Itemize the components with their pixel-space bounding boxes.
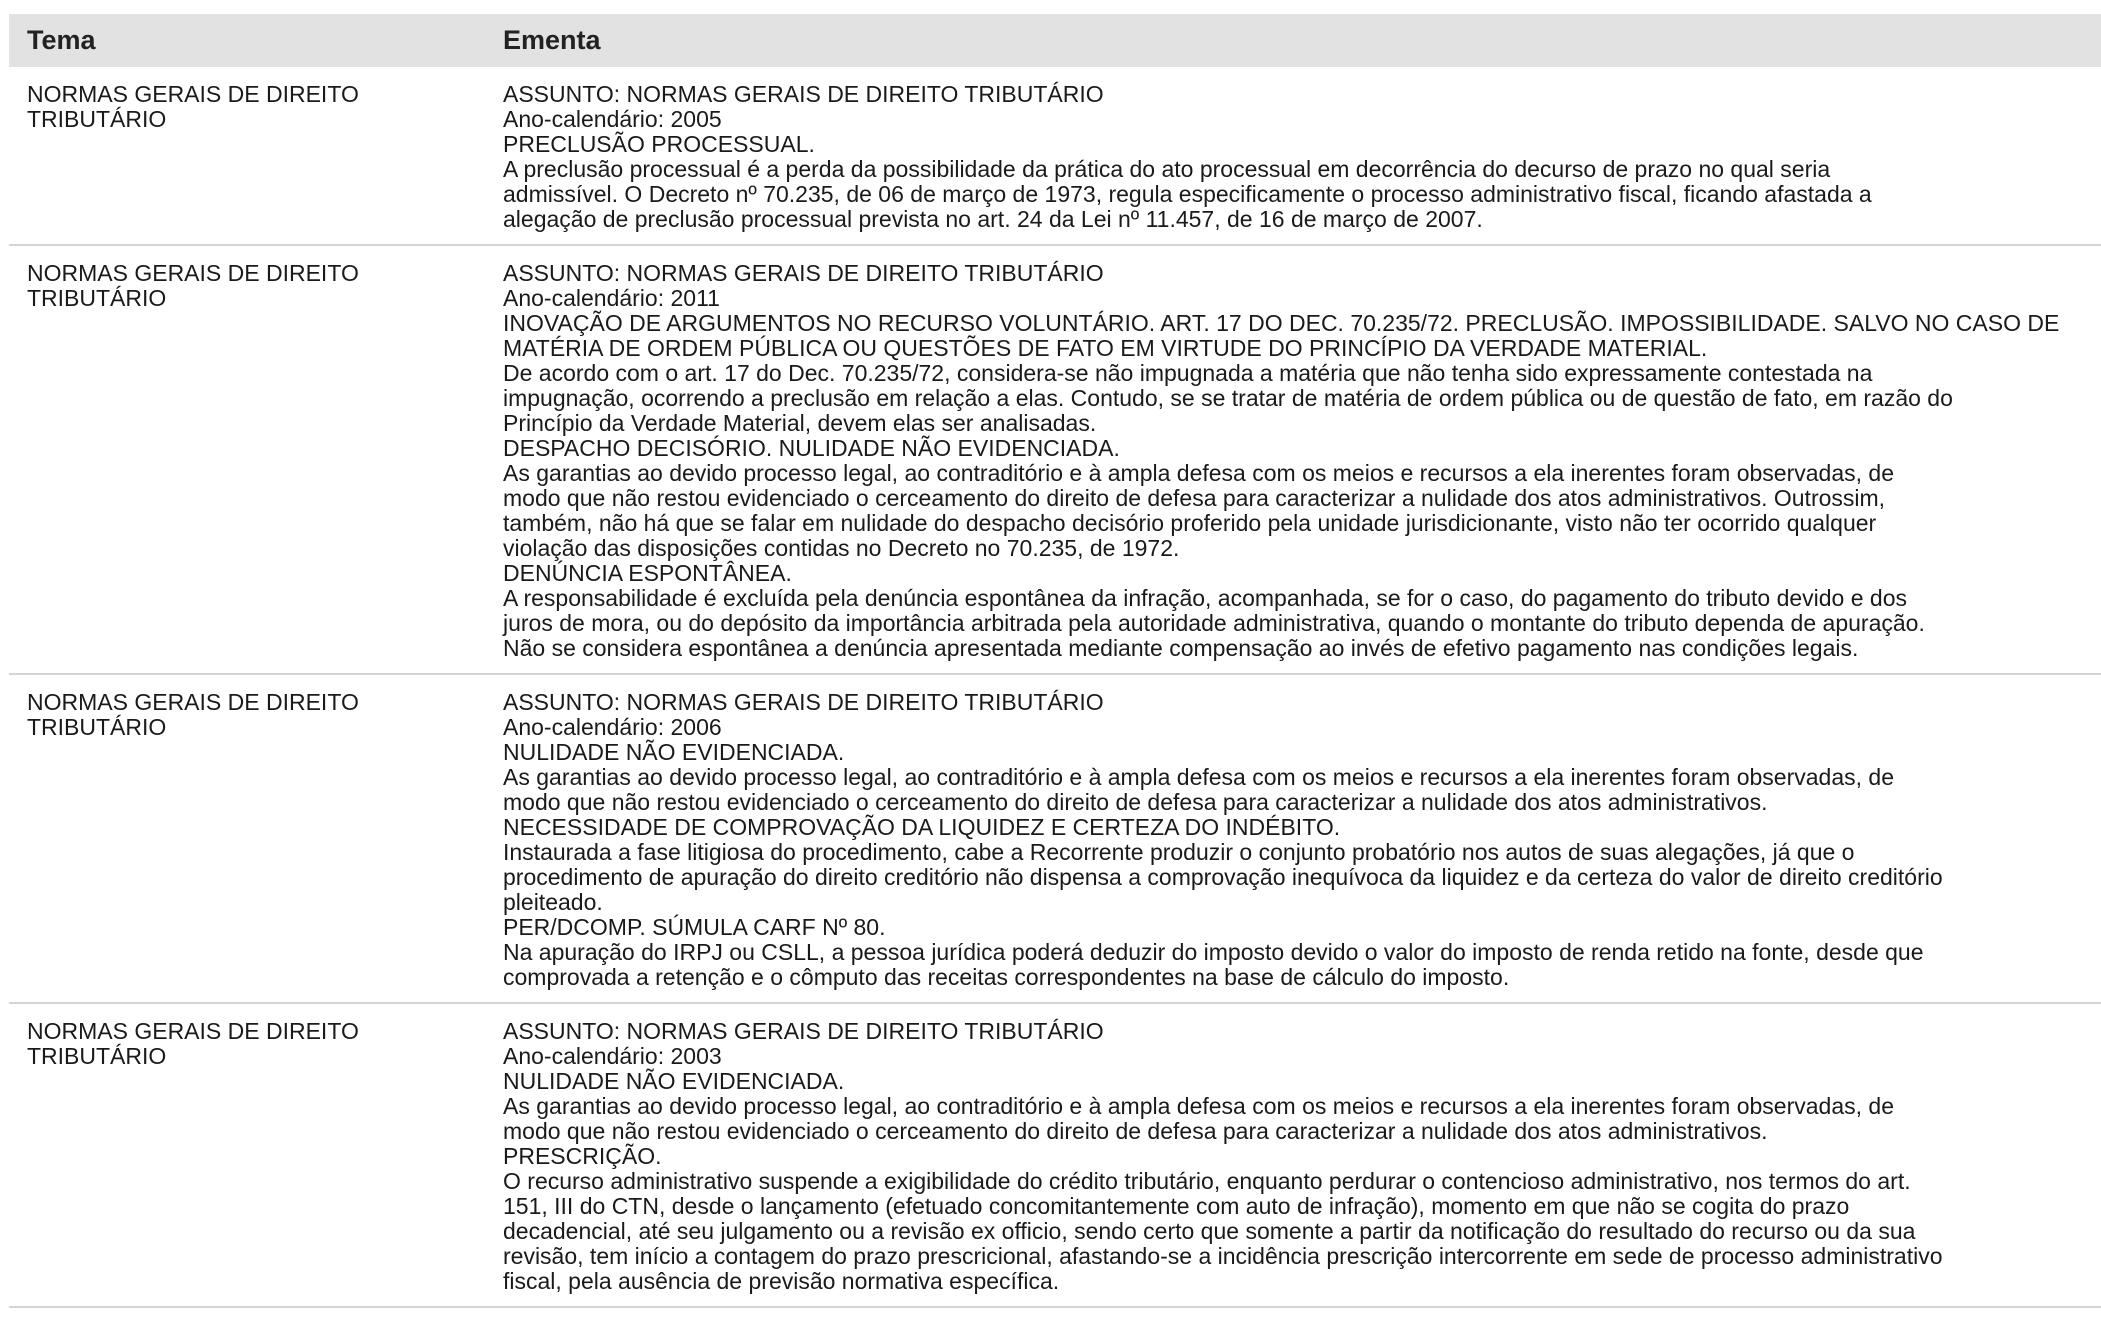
ementa-cell: [503, 82, 2101, 232]
ementa-line: INOVAÇÃO DE ARGUMENTOS NO RECURSO VOLUNTÁRIO. ART. 17 DO DEC. 70.235/72. PRECLUSÃO. IMPOSSIBILIDADE. SALVO NO CASO DE: [503, 310, 2060, 336]
ementa-line: juros de mora, ou do depósito da importância arbitrada pela autoridade administrativa, quando o montante do tributo dependa de apuração.: [503, 610, 1925, 636]
ementa-line: comprovada a retenção e o cômputo das receitas correspondentes na base de cálculo do imposto.: [503, 964, 1510, 990]
ementa-line: Ano-calendário: 2011: [503, 285, 720, 311]
tema-cell: [9, 261, 503, 661]
ementa-line: De acordo com o art. 17 do Dec. 70.235/72, considera-se não impugnada a matéria que não tenha sido expressamente contestada na: [503, 360, 1873, 386]
decisions-table: [9, 14, 2101, 1308]
ementa-line: As garantias ao devido processo legal, ao contraditório e à ampla defesa com os meios e recursos a ela inerentes foram observadas, de: [503, 460, 1894, 486]
ementa-line: DESPACHO DECISÓRIO. NULIDADE NÃO EVIDENCIADA.: [503, 435, 1120, 461]
ementa-line: As garantias ao devido processo legal, ao contraditório e à ampla defesa com os meios e recursos a ela inerentes foram observadas, de: [503, 1093, 1894, 1119]
table-row[interactable]: [9, 67, 2101, 246]
tema-cell: [9, 690, 503, 990]
tema-text: NORMAS GERAIS DE DIREITO: [27, 260, 359, 286]
tema-text: TRIBUTÁRIO: [27, 1043, 167, 1069]
ementa-cell: [503, 261, 2101, 661]
ementa-line: ASSUNTO: NORMAS GERAIS DE DIREITO TRIBUTÁRIO: [503, 81, 1104, 107]
ementa-line: modo que não restou evidenciado o cerceamento do direito de defesa para caracterizar a nulidade dos atos administrativos.: [503, 789, 1768, 815]
ementa-line: violação das disposições contidas no Decreto no 70.235, de 1972.: [503, 535, 1180, 561]
ementa-line: As garantias ao devido processo legal, ao contraditório e à ampla defesa com os meios e recursos a ela inerentes foram observadas, de: [503, 764, 1894, 790]
ementa-line: impugnação, ocorrendo a preclusão em relação a elas. Contudo, se se tratar de matéria de ordem pública ou de questão de fato, em razão do: [503, 385, 1953, 411]
ementa-line: admissível. O Decreto nº 70.235, de 06 de março de 1973, regula especificamente o processo administrativo fiscal, ficando afastada a: [503, 181, 1872, 207]
ementa-line: modo que não restou evidenciado o cerceamento do direito de defesa para caracterizar a nulidade dos atos administrativos.: [503, 1118, 1768, 1144]
ementa-line: ASSUNTO: NORMAS GERAIS DE DIREITO TRIBUTÁRIO: [503, 689, 1104, 715]
ementa-line: procedimento de apuração do direito creditório não dispensa a comprovação inequívoca da liquidez e da certeza do valor de direito creditório: [503, 864, 1943, 890]
ementa-line: pleiteado.: [503, 889, 603, 915]
ementa-line: O recurso administrativo suspende a exigibilidade do crédito tributário, enquanto perdurar o contencioso administrativo, nos termos do art.: [503, 1168, 1911, 1194]
ementa-line: A responsabilidade é excluída pela denúncia espontânea da infração, acompanhada, se for o caso, do pagamento do tributo devido e dos: [503, 585, 1907, 611]
ementa-line: NECESSIDADE DE COMPROVAÇÃO DA LIQUIDEZ E CERTEZA DO INDÉBITO.: [503, 814, 1341, 840]
ementa-line: Instaurada a fase litigiosa do procedimento, cabe a Recorrente produzir o conjunto probatório nos autos de suas alegações, já que o: [503, 839, 1855, 865]
ementa-cell: [503, 1019, 2101, 1294]
tema-cell: [9, 82, 503, 232]
tema-text: TRIBUTÁRIO: [27, 106, 167, 132]
ementa-line: ASSUNTO: NORMAS GERAIS DE DIREITO TRIBUTÁRIO: [503, 260, 1104, 286]
ementa-line: alegação de preclusão processual prevista no art. 24 da Lei nº 11.457, de 16 de março de 2007.: [503, 206, 1483, 232]
table-row[interactable]: [9, 675, 2101, 1004]
ementa-line: PRECLUSÃO PROCESSUAL.: [503, 131, 815, 157]
tema-text: NORMAS GERAIS DE DIREITO: [27, 689, 359, 715]
ementa-line: fiscal, pela ausência de previsão normativa específica.: [503, 1268, 1060, 1294]
tema-cell: [9, 1019, 503, 1294]
column-header-tema[interactable]: Tema: [27, 25, 96, 55]
ementa-line: modo que não restou evidenciado o cerceamento do direito de defesa para caracterizar a nulidade dos atos administrativos. Outrossim,: [503, 485, 1886, 511]
ementa-line: NULIDADE NÃO EVIDENCIADA.: [503, 739, 845, 765]
ementa-line: PER/DCOMP. SÚMULA CARF Nº 80.: [503, 914, 886, 940]
ementa-line: A preclusão processual é a perda da possibilidade da prática do ato processual em decorrência do decurso de prazo no qual seria: [503, 156, 1831, 182]
table-header: [9, 14, 2101, 67]
ementa-line: Não se considera espontânea a denúncia apresentada mediante compensação ao invés de efetivo pagamento nas condições legais.: [503, 635, 1859, 661]
ementa-line: também, não há que se falar em nulidade do despacho decisório proferido pela unidade jurisdicionante, visto não ter ocorrido qualquer: [503, 510, 1877, 536]
tema-text: TRIBUTÁRIO: [27, 285, 167, 311]
table-body: [9, 67, 2101, 1308]
ementa-line: PRESCRIÇÃO.: [503, 1143, 662, 1169]
ementa-line: Ano-calendário: 2006: [503, 714, 722, 740]
ementa-line: NULIDADE NÃO EVIDENCIADA.: [503, 1068, 845, 1094]
ementa-line: Ano-calendário: 2003: [503, 1043, 722, 1069]
ementa-line: Ano-calendário: 2005: [503, 106, 722, 132]
table-row[interactable]: [9, 246, 2101, 675]
ementa-line: revisão, tem início a contagem do prazo prescricional, afastando-se a incidência prescrição intercorrente em sede de processo administrativo: [503, 1243, 1943, 1269]
ementa-line: Na apuração do IRPJ ou CSLL, a pessoa jurídica poderá deduzir do imposto devido o valor do imposto de renda retido na fonte, desde que: [503, 939, 1924, 965]
ementa-line: DENÚNCIA ESPONTÂNEA.: [503, 560, 792, 586]
table-row[interactable]: [9, 1004, 2101, 1308]
ementa-line: decadencial, até seu julgamento ou a revisão ex officio, sendo certo que somente a partir da notificação do resultado do recurso ou da sua: [503, 1218, 1916, 1244]
ementa-line: Princípio da Verdade Material, devem elas ser analisadas.: [503, 410, 1097, 436]
tema-text: NORMAS GERAIS DE DIREITO: [27, 81, 359, 107]
ementa-line: ASSUNTO: NORMAS GERAIS DE DIREITO TRIBUTÁRIO: [503, 1018, 1104, 1044]
tema-text: NORMAS GERAIS DE DIREITO: [27, 1018, 359, 1044]
tema-text: TRIBUTÁRIO: [27, 714, 167, 740]
ementa-line: MATÉRIA DE ORDEM PÚBLICA OU QUESTÕES DE FATO EM VIRTUDE DO PRINCÍPIO DA VERDADE MATERIAL.: [503, 335, 1708, 361]
ementa-cell: [503, 690, 2101, 990]
ementa-line: 151, III do CTN, desde o lançamento (efetuado concomitantemente com auto de infração), momento em que não se cogita do prazo: [503, 1193, 1850, 1219]
column-header-ementa[interactable]: Ementa: [503, 25, 601, 55]
